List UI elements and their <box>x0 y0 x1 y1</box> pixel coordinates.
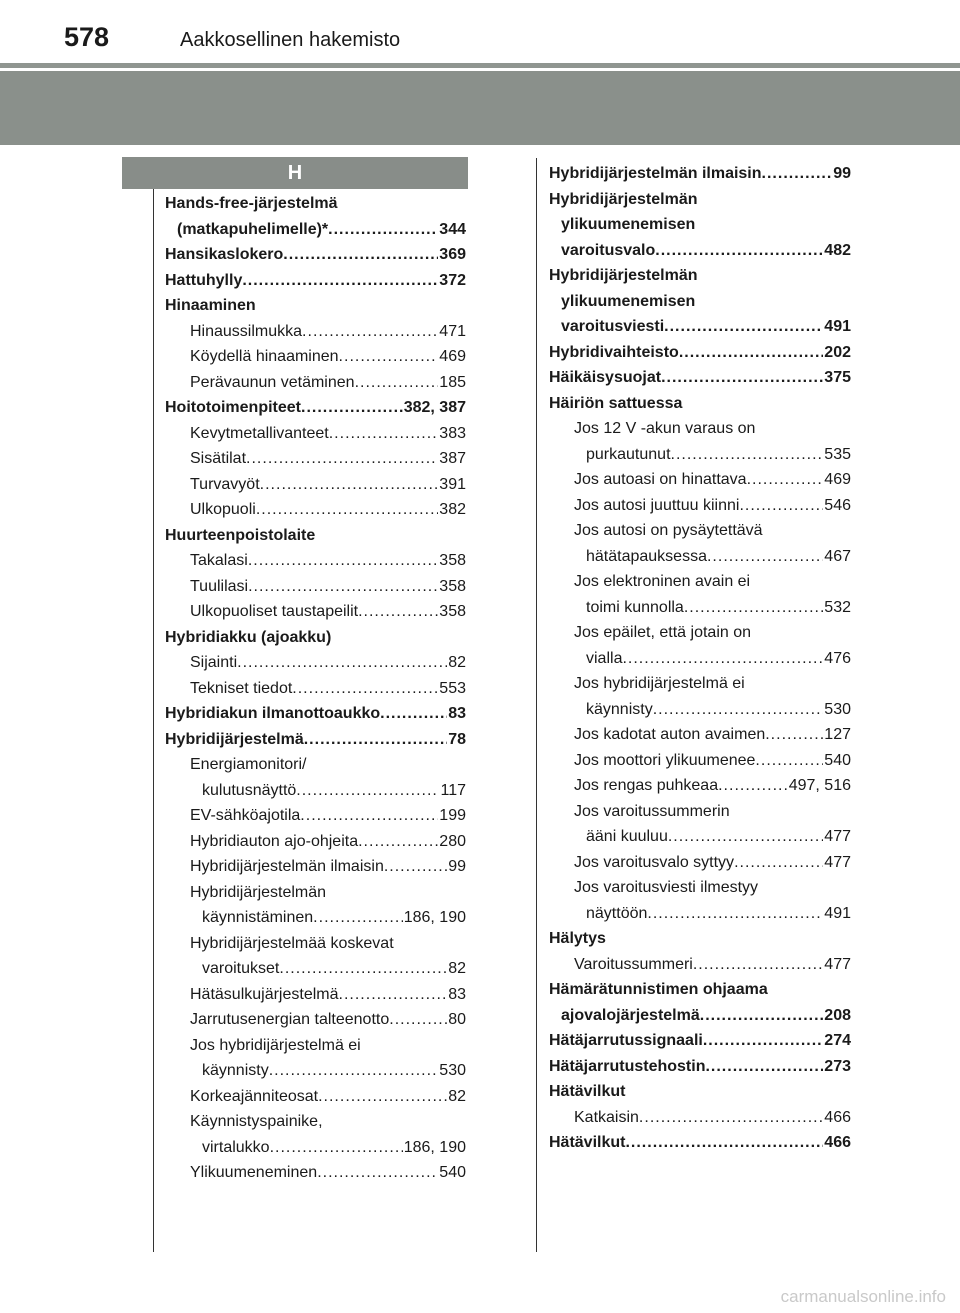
page-reference: 477 <box>824 853 851 871</box>
index-entry <box>549 467 851 493</box>
entry-text: näyttöön <box>586 904 648 922</box>
dot-leader <box>734 850 823 876</box>
dot-leader <box>747 467 824 493</box>
entry-text: Jos moottori ylikuumenee <box>574 751 756 769</box>
index-entry <box>549 340 851 366</box>
page-reference: 185 <box>439 373 466 391</box>
index-entry <box>165 599 466 625</box>
index-entry <box>165 727 466 753</box>
entry-text: Perävaunun vetäminen <box>190 373 355 391</box>
page-reference: 82 <box>448 1087 466 1105</box>
page-reference: 530 <box>824 700 851 718</box>
page-reference: 469 <box>439 348 466 365</box>
dot-leader <box>655 238 823 264</box>
page-reference: 466 <box>824 1134 851 1151</box>
index-entry <box>549 952 851 978</box>
index-entry <box>165 1135 466 1161</box>
dot-leader <box>625 1130 823 1156</box>
index-entry <box>165 829 466 855</box>
dot-leader <box>313 905 403 931</box>
page-reference: 358 <box>439 552 466 569</box>
entry-text: Tuulilasi <box>190 577 249 595</box>
page-reference: 344 <box>439 220 466 238</box>
page-reference: 482 <box>824 241 851 259</box>
page-reference: 280 <box>439 832 466 850</box>
entry-text: Köydellä hinaaminen <box>190 348 339 365</box>
dot-leader <box>317 1160 438 1186</box>
dot-leader <box>718 773 788 799</box>
dot-leader <box>256 497 438 523</box>
index-entry <box>549 544 851 570</box>
index-entry <box>165 650 466 676</box>
page-reference: 532 <box>824 598 851 616</box>
page-reference: 497, 516 <box>788 777 851 794</box>
dot-leader <box>260 472 439 498</box>
page-reference: 372 <box>439 271 466 289</box>
dot-leader <box>653 697 824 723</box>
index-entry <box>165 268 466 294</box>
page-reference: 467 <box>824 547 851 565</box>
index-entry <box>165 1007 466 1033</box>
entry-text: ääni kuuluu <box>586 828 668 845</box>
index-entry: Jos epäilet, että jotain on <box>574 624 752 641</box>
page-reference: 530 <box>439 1062 466 1079</box>
dot-leader <box>304 727 447 753</box>
entry-text: Hybridijärjestelmän ilmaisin <box>190 858 384 875</box>
dot-leader <box>246 446 438 472</box>
dot-leader <box>301 395 403 421</box>
page-reference: 273 <box>824 1057 851 1075</box>
entry-text: Sijainti <box>190 654 238 671</box>
dot-leader <box>248 548 438 574</box>
dot-leader <box>707 544 823 570</box>
header-band-line <box>0 63 960 68</box>
page-reference: 202 <box>824 343 851 361</box>
page-reference: 369 <box>439 246 466 263</box>
entry-text: Korkeajänniteosat <box>190 1087 319 1105</box>
index-entry <box>165 421 466 447</box>
page-reference: 476 <box>824 649 851 667</box>
page-reference: 99 <box>448 858 466 875</box>
watermark: carmanualsonline.info <box>780 1287 946 1306</box>
entry-text: virtalukko <box>202 1138 270 1156</box>
dot-leader <box>358 599 438 625</box>
entry-text: Tekniset tiedot <box>190 679 293 697</box>
page-reference: 127 <box>824 726 851 743</box>
index-entry <box>165 956 466 982</box>
entry-text: Jos autosi juuttuu kiinni <box>574 496 740 514</box>
dot-leader <box>242 268 438 294</box>
index-entry <box>549 365 851 391</box>
index-entry <box>549 1130 851 1156</box>
entry-text: Häikäisysuojat <box>549 369 662 386</box>
index-entry <box>165 574 466 600</box>
index-entry: Jos hybridijärjestelmä ei <box>574 675 745 692</box>
index-entry <box>549 1028 851 1054</box>
page-reference: 83 <box>448 985 466 1003</box>
page-reference: 78 <box>448 730 466 748</box>
entry-text: toimi kunnolla <box>586 598 684 616</box>
index-column-right <box>549 161 851 1156</box>
index-entry <box>165 803 466 829</box>
index-entry <box>165 242 466 268</box>
dot-leader <box>389 1007 447 1033</box>
page-reference: 117 <box>440 781 466 799</box>
entry-text: Takalasi <box>190 552 248 569</box>
index-entry: Jos varoitussummerin <box>574 802 730 820</box>
index-entry: Hälytys <box>549 930 606 947</box>
page-reference: 491 <box>824 318 851 335</box>
entry-text: EV-sähköajotila <box>190 807 301 824</box>
entry-text: ajovalojärjestelmä <box>561 1006 700 1024</box>
index-entry: Jos 12 V -akun varaus on <box>574 420 756 437</box>
dot-leader <box>318 1084 447 1110</box>
dot-leader <box>693 952 823 978</box>
page-reference: 540 <box>824 751 851 769</box>
index-entry <box>549 1105 851 1131</box>
index-entry: Jos autosi on pysäytettävä <box>574 522 763 539</box>
page-reference: 477 <box>824 828 851 845</box>
page-reference: 540 <box>439 1164 466 1181</box>
page-reference: 471 <box>439 322 466 340</box>
index-entry <box>165 319 466 345</box>
index-entry <box>549 161 851 187</box>
page-reference: 466 <box>824 1108 851 1126</box>
dot-leader <box>279 956 447 982</box>
index-entry <box>165 778 466 804</box>
page-reference: 358 <box>439 577 466 595</box>
index-entry <box>165 395 466 421</box>
entry-text: Jos kadotat auton avaimen <box>574 726 766 743</box>
page-reference: 383 <box>439 424 466 442</box>
entry-text: hätätapauksessa <box>586 547 707 565</box>
page-reference: 82 <box>448 654 466 671</box>
dot-leader <box>647 901 823 927</box>
page-reference: 199 <box>439 807 466 824</box>
index-entry: Huurteenpoistolaite <box>165 526 316 544</box>
page-reference: 80 <box>448 1011 466 1028</box>
dot-leader <box>283 242 438 268</box>
index-entry: Hands-free-järjestelmä <box>165 195 338 212</box>
entry-text: Hätäjarrutustehostin <box>549 1057 706 1075</box>
index-entry: Hämärätunnistimen ohjaama <box>549 981 768 998</box>
page-title: Aakkosellinen hakemisto <box>180 29 401 51</box>
entry-text: Varoitussummeri <box>574 955 693 973</box>
dot-leader <box>679 340 823 366</box>
index-entry <box>549 1054 851 1080</box>
index-entry <box>549 493 851 519</box>
entry-text: Katkaisin <box>574 1108 639 1126</box>
page-reference: 491 <box>824 904 851 922</box>
page-reference: 546 <box>824 496 851 514</box>
entry-text: varoitusvalo <box>561 241 656 259</box>
dot-leader <box>358 829 438 855</box>
page-reference: 208 <box>824 1006 851 1024</box>
page-reference: 535 <box>824 445 851 463</box>
index-entry <box>165 1058 466 1084</box>
dot-leader <box>639 1105 823 1131</box>
index-entry <box>549 901 851 927</box>
index-entry <box>165 446 466 472</box>
entry-text: Jos autoasi on hinattava <box>574 471 747 488</box>
index-entry <box>165 548 466 574</box>
column-divider-left <box>153 189 154 1252</box>
dot-leader <box>328 217 438 243</box>
entry-text: Sisätilat <box>190 450 247 467</box>
index-entry <box>165 472 466 498</box>
entry-text: Jos rengas puhkeaa <box>574 777 719 794</box>
entry-text: käynnisty <box>202 1062 269 1079</box>
entry-text: vialla <box>586 649 623 667</box>
dot-leader <box>762 161 833 187</box>
index-entry <box>549 238 851 264</box>
index-entry: Jos hybridijärjestelmä ei <box>190 1036 361 1054</box>
dot-leader <box>765 722 823 748</box>
index-entry: Hätävilkut <box>549 1083 626 1100</box>
dot-leader <box>700 1003 824 1029</box>
index-entry <box>549 646 851 672</box>
entry-text: Hätäjarrutussignaali <box>549 1032 703 1049</box>
column-divider-right <box>536 158 537 1252</box>
dot-leader <box>329 421 439 447</box>
dot-leader <box>671 442 824 468</box>
index-entry <box>165 1084 466 1110</box>
index-entry <box>549 773 851 799</box>
dot-leader <box>739 493 823 519</box>
index-entry <box>549 850 851 876</box>
page-reference: 477 <box>824 955 851 973</box>
dot-leader <box>300 803 438 829</box>
entry-text: käynnistäminen <box>202 909 314 926</box>
index-entry: Hybridijärjestelmän <box>190 883 327 901</box>
index-entry: Häiriön sattuessa <box>549 394 683 412</box>
header-band <box>0 71 960 145</box>
entry-text: Hattuhylly <box>165 271 243 289</box>
index-entry <box>165 701 466 727</box>
page-reference: 382, 387 <box>403 399 466 416</box>
dot-leader <box>622 646 823 672</box>
index-entry <box>549 595 851 621</box>
dot-leader <box>703 1028 823 1054</box>
index-entry: Hinaaminen <box>165 297 256 314</box>
entry-text: Hybridijärjestelmän ilmaisin <box>549 165 762 182</box>
entry-text: Ulkopuoliset taustapeilit <box>190 603 359 620</box>
index-entry <box>165 905 466 931</box>
page-reference: 82 <box>448 960 466 977</box>
entry-text: varoitusviesti <box>561 318 665 335</box>
index-entry: Jos varoitusviesti ilmestyy <box>574 879 759 896</box>
index-entry: Hybridijärjestelmän <box>549 267 698 284</box>
entry-text: (matkapuhelimelle)* <box>177 220 329 238</box>
page-reference: 382 <box>439 501 466 518</box>
index-entry <box>165 982 466 1008</box>
page-reference: 358 <box>439 603 466 620</box>
page-reference: 469 <box>824 471 851 488</box>
page-reference: 83 <box>448 705 466 722</box>
index-entry: Energiamonitori/ <box>190 756 307 773</box>
page-number: 578 <box>64 22 110 52</box>
dot-leader <box>661 365 823 391</box>
page-reference: 375 <box>824 369 851 386</box>
dot-leader <box>384 854 447 880</box>
page-reference: 391 <box>439 475 466 493</box>
entry-text: Hätävilkut <box>549 1134 626 1151</box>
index-entry <box>549 1003 851 1029</box>
dot-leader <box>355 370 439 396</box>
entry-text: Hansikaslokero <box>165 246 284 263</box>
entry-text: Jos varoitusvalo syttyy <box>574 853 735 871</box>
index-entry <box>165 854 466 880</box>
dot-leader <box>668 824 823 850</box>
index-entry: ylikuumenemisen <box>561 216 696 233</box>
entry-text: Hybridivaihteisto <box>549 343 679 361</box>
index-entry <box>165 676 466 702</box>
index-entry: Käynnistyspainike, <box>190 1113 323 1130</box>
entry-text: Turvavyöt <box>190 475 260 493</box>
page-reference: 387 <box>439 450 466 467</box>
index-entry <box>165 217 466 243</box>
dot-leader <box>755 748 823 774</box>
index-entry: Hybridijärjestelmää koskevat <box>190 934 394 952</box>
page-reference: 186, 190 <box>403 1138 466 1156</box>
index-entry: ylikuumenemisen <box>561 292 696 310</box>
page-reference: 186, 190 <box>403 909 466 926</box>
index-entry <box>165 1160 466 1186</box>
index-entry <box>549 748 851 774</box>
index-entry <box>549 697 851 723</box>
dot-leader <box>339 982 448 1008</box>
page-reference: 99 <box>833 165 851 182</box>
entry-text: Jarrutusenergian talteenotto <box>190 1011 390 1028</box>
index-entry <box>165 497 466 523</box>
page-reference: 274 <box>824 1032 851 1049</box>
dot-leader <box>237 650 447 676</box>
entry-text: Hoitotoimenpiteet <box>165 399 301 416</box>
dot-leader <box>292 676 438 702</box>
dot-leader <box>296 778 439 804</box>
index-entry: Hybridijärjestelmän <box>549 190 698 208</box>
index-entry <box>549 314 851 340</box>
index-entry <box>165 344 466 370</box>
page-reference: 553 <box>439 679 466 697</box>
index-column-left <box>165 191 466 1186</box>
dot-leader <box>705 1054 823 1080</box>
dot-leader <box>664 314 823 340</box>
dot-leader <box>248 574 438 600</box>
entry-text: Ylikuumeneminen <box>190 1164 318 1181</box>
dot-leader <box>339 344 439 370</box>
index-entry <box>549 442 851 468</box>
entry-text: Hybridiakun ilmanottoaukko <box>165 705 381 722</box>
index-entry <box>549 824 851 850</box>
entry-text: Hätäsulkujärjestelmä <box>190 985 339 1003</box>
entry-text: Hinaussilmukka <box>190 322 303 340</box>
index-entry <box>549 722 851 748</box>
entry-text: kulutusnäyttö <box>202 781 297 799</box>
dot-leader <box>270 1135 403 1161</box>
dot-leader <box>684 595 823 621</box>
entry-text: Kevytmetallivanteet <box>190 424 329 442</box>
section-letter-tab: H <box>122 157 468 189</box>
dot-leader <box>269 1058 439 1084</box>
index-entry: Jos elektroninen avain ei <box>574 573 751 590</box>
entry-text: purkautunut <box>586 445 671 463</box>
entry-text: Hybridiauton ajo-ohjeita <box>190 832 359 850</box>
index-entry: Hybridiakku (ajoakku) <box>165 628 332 646</box>
entry-text: käynnisty <box>586 700 653 718</box>
entry-text: varoitukset <box>202 960 280 977</box>
entry-text: Hybridijärjestelmä <box>165 730 304 748</box>
dot-leader <box>380 701 447 727</box>
entry-text: Ulkopuoli <box>190 501 256 518</box>
dot-leader <box>302 319 438 345</box>
index-entry <box>165 370 466 396</box>
